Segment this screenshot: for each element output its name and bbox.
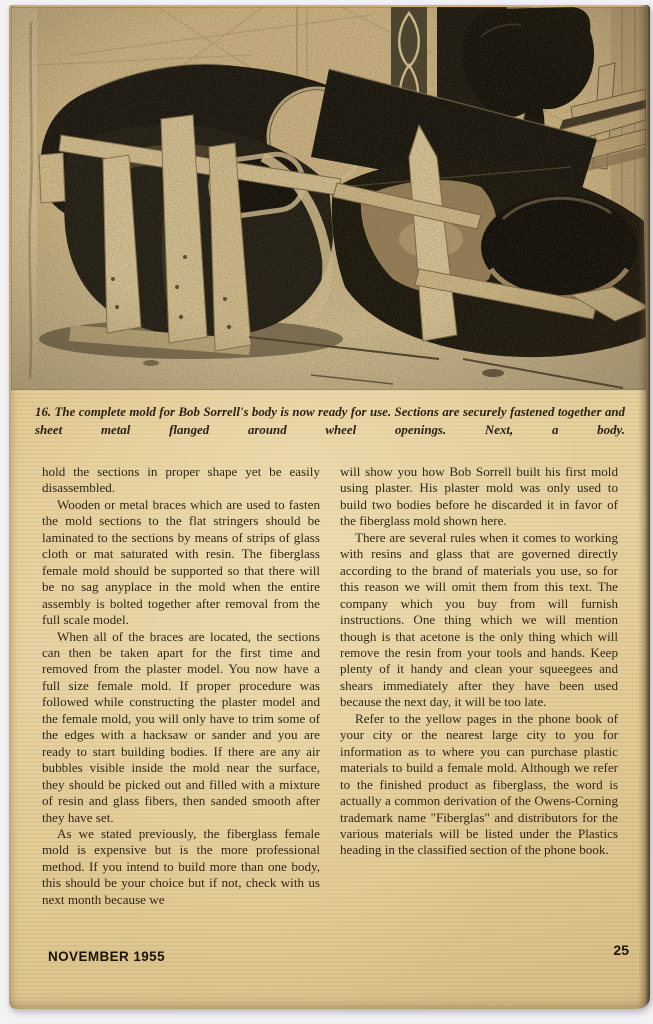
paragraph: Wooden or metal braces which are used to fasten the mold sections to the flat stringers should be laminated to the sections by means of strips of glass cloth or mat saturated with resin. The fiberglass female mold should be supported so that there will be no sag anyplace in the mold when the entire assembly is bolted together after removal from the full scale model. xyxy=(42,496,320,628)
mold-photo xyxy=(11,7,646,390)
left-column xyxy=(42,464,320,908)
paragraph: As we stated previously, the fiberglass female mold is expensive but is the more professional method. If you intend to build more than one body, this should be your choice but if not, check with us next month because we xyxy=(42,825,320,907)
paragraph: hold the sections in proper shape yet be easily disassembled. xyxy=(42,464,320,496)
paragraph: There are several rules when it comes to working with resins and glass that are governed directly according to the brand of materials you use, so for this reason we will omit them from this text. The company which you buy from will furnish instructions. One thing which we will mention though is that acetone is the only thing which will remove the resin from your tools and hands. Keep plenty of it handy and clean your squeegees and shears immediately after they have been used because the next day, it will be too late. xyxy=(340,529,618,710)
right-column xyxy=(340,464,618,908)
paragraph: When all of the braces are located, the sections can then be taken apart for the first time and removed from the plaster model. You now have a full size female mold. If proper procedure was followed while constructing the plaster model and the female mold, you will only have to trim some of the edges with a hacksaw or sander and you are ready to start building bodies. If there are any air bubbles visible inside the mold near the surface, they should be picked out and filled with a mixture of resin and glass fibers, then sanded smooth after they have set. xyxy=(42,628,320,825)
photo-caption: 16. The complete mold for Bob Sorrell's body is now ready for use. Sections are securely fastened together and sheet metal flanged around wheel openings. Next, a body. xyxy=(35,405,625,437)
paragraph: will show you how Bob Sorrell built his first mold using plaster. His plaster mold was only used to build two bodies before he discarded it in favor of the fiberglass mold shown here. xyxy=(340,464,618,529)
issue-date: NOVEMBER 1955 xyxy=(48,949,165,964)
magazine-page xyxy=(9,5,650,1009)
page-number: 25 xyxy=(613,942,629,958)
paragraph: Refer to the yellow pages in the phone book of your city or the nearest large city to you for information as to where you can purchase plastic materials to build a female mold. Although we refer to the finished product as fiberglass, the word is actually a common derivation of the Owens-Corning trademark name "Fiberglas" and distributors for the various materials will be listed under the Plastics heading in the classified section of the phone book. xyxy=(340,710,618,858)
article-body xyxy=(42,464,618,908)
photo-figure xyxy=(11,7,646,390)
